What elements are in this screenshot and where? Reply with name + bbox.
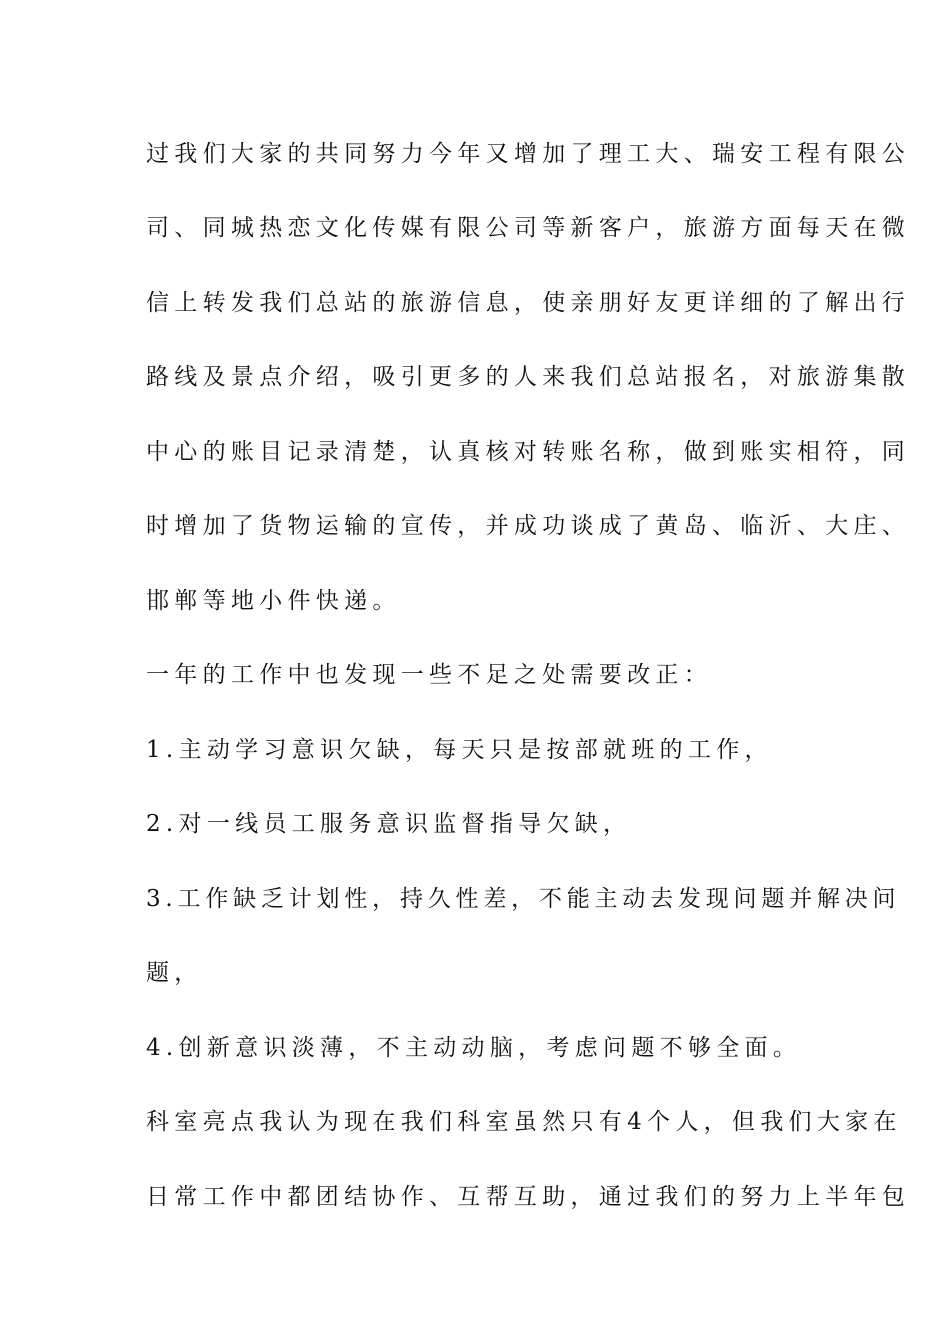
list-item-continuation: 题， [146, 960, 203, 986]
paragraph-line: 日常工作中都团结协作、互帮互助，通过我们的努力上半年包 [146, 1184, 911, 1210]
list-item: 1.主动学习意识欠缺，每天只是按部就班的工作， [146, 737, 773, 763]
paragraph-line: 过我们大家的共同努力今年又增加了理工大、瑞安工程有限公 [146, 141, 911, 167]
paragraph-line: 时增加了货物运输的宣传，并成功谈成了黄岛、临沂、大庄、 [146, 513, 911, 539]
list-item: 4.创新意识淡薄，不主动动脑，考虑问题不够全面。 [146, 1035, 802, 1061]
paragraph-line: 科室亮点我认为现在我们科室虽然只有4个人，但我们大家在 [146, 1109, 902, 1135]
paragraph-line: 中心的账目记录清楚，认真核对转账名称，做到账实相符，同 [146, 439, 911, 465]
paragraph-line: 司、同城热恋文化传媒有限公司等新客户，旅游方面每天在微 [146, 215, 911, 241]
paragraph-line: 一年的工作中也发现一些不足之处需要改正： [146, 662, 712, 688]
paragraph-line: 路线及景点介绍，吸引更多的人来我们总站报名，对旅游集散 [146, 364, 911, 390]
list-item: 3.工作缺乏计划性，持久性差，不能主动去发现问题并解决问 [146, 886, 901, 912]
list-item: 2.对一线员工服务意识监督指导欠缺， [146, 811, 632, 837]
paragraph-line: 邯郸等地小件快递。 [146, 588, 401, 614]
paragraph-line: 信上转发我们总站的旅游信息，使亲朋好友更详细的了解出行 [146, 290, 911, 316]
